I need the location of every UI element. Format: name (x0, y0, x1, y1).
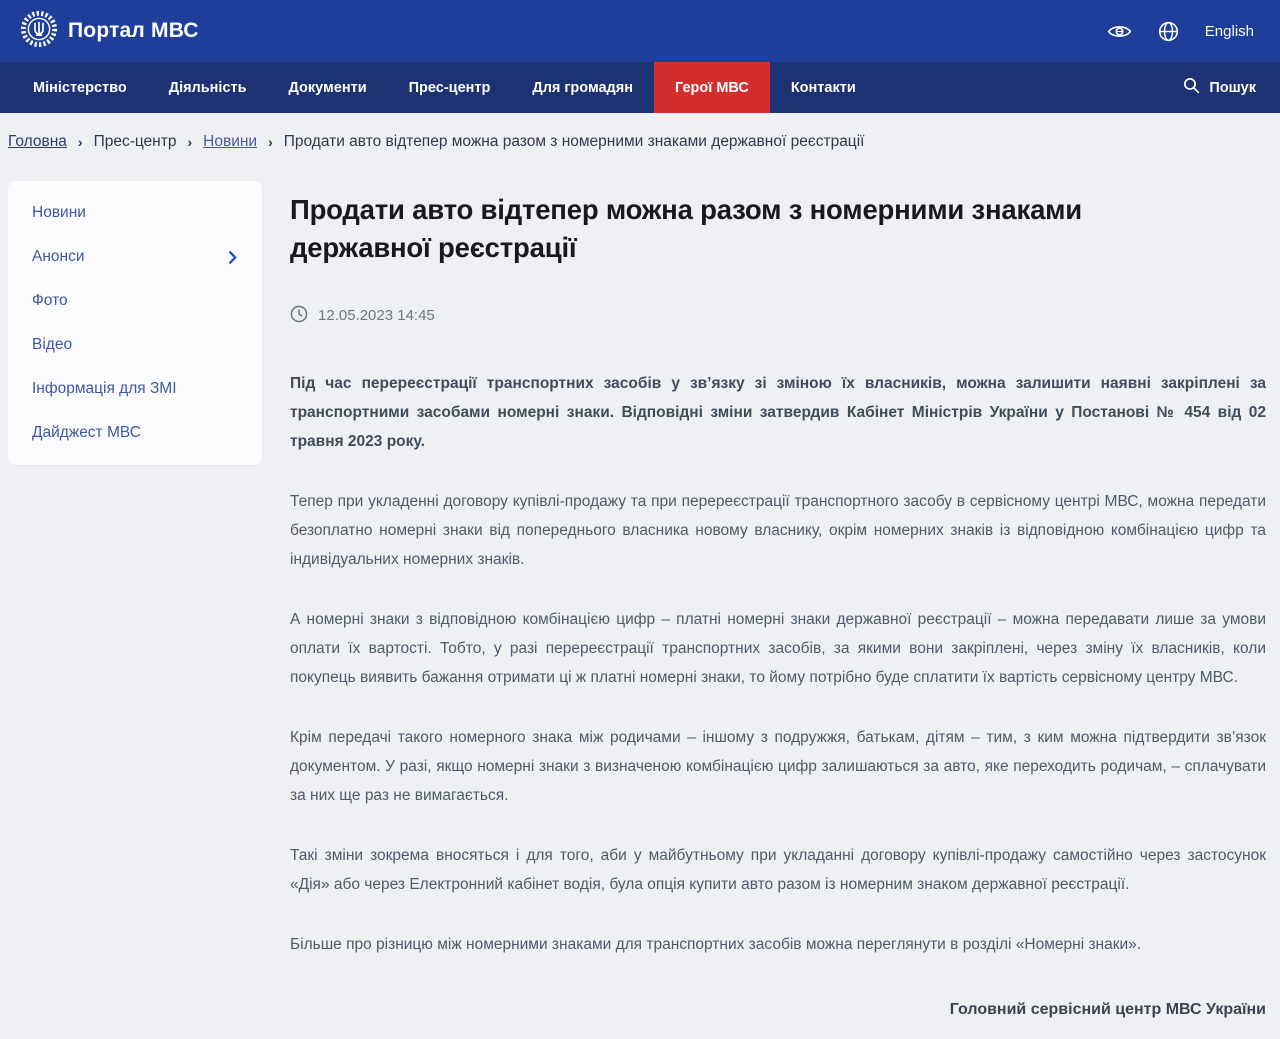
sidebar-item-photo[interactable] (8, 279, 262, 323)
sidebar-item-label: Анонси (32, 248, 85, 265)
sidebar-item-announcements[interactable] (8, 235, 262, 279)
clock-icon (290, 305, 308, 327)
breadcrumb-separator: › (187, 134, 193, 150)
sidebar-item-label: Фото (32, 292, 68, 309)
news-article (290, 181, 1266, 1039)
sidebar-item-video[interactable] (8, 323, 262, 367)
press-center-sidebar (8, 181, 262, 465)
sidebar-item-label: Новини (32, 204, 86, 221)
globe-icon[interactable] (1158, 21, 1179, 42)
breadcrumb-separator: › (268, 134, 273, 150)
search-icon (1183, 77, 1200, 98)
breadcrumb-home-link[interactable]: Головна (8, 133, 67, 150)
top-header (0, 0, 1280, 62)
article-lead-paragraph: Під час перереєстрації транспортних засобів у зв’язку зі зміною їх власників, можна залишити наявні закріплені за транспортними засобами номерні знаки. Відповідні зміни затвердив Кабінет Міністрів України у Постанові № 454 від 02 травня 2023 року. (290, 374, 1266, 450)
site-logo[interactable] (20, 10, 199, 53)
language-switcher[interactable]: English (1204, 22, 1254, 40)
nav-item-activity[interactable]: Діяльність (168, 79, 247, 96)
main-layout (0, 181, 1280, 1039)
article-paragraph: Такі зміни зокрема вносяться і для того, аби у майбутньому при укладанні договору купівлі-продажу самостійно через застосунок «Дія» або через Електронний кабінет водія, була опція купити авто разом із номерним знаком державної реєстрації. (290, 846, 1266, 893)
breadcrumb-press-center[interactable]: Прес-центр (93, 133, 177, 150)
breadcrumb-separator: › (77, 134, 83, 150)
nav-item-ministry[interactable]: Міністерство (33, 79, 127, 96)
nav-item-press-center[interactable]: Прес-центр (408, 79, 491, 96)
mvs-emblem-icon (20, 10, 58, 53)
sidebar-item-label: Інформація для ЗМІ (32, 380, 177, 397)
sidebar-item-label: Відео (32, 336, 73, 353)
search-label: Пошук (1209, 79, 1256, 96)
article-author: Головний сервісний центр МВС України (949, 1000, 1266, 1018)
breadcrumb (0, 113, 1280, 151)
main-navigation (0, 62, 1280, 113)
header-controls (1107, 21, 1254, 42)
site-title: Портал МВС (68, 19, 199, 42)
article-date-row (290, 305, 1266, 327)
article-paragraph: Тепер при укладенні договору купівлі-продажу та при перереєстрації транспортного засобу в сервісному центрі МВС, можна передати безоплатно номерні знаки від попереднього власника новому власнику, окрім номерних знаків із відповідною комбінацією цифр та індивідуальних номерних знаків. (290, 492, 1266, 568)
sidebar-item-media-info[interactable] (8, 367, 262, 411)
article-date: 12.05.2023 14:45 (318, 307, 435, 325)
chevron-right-icon (225, 250, 240, 265)
breadcrumb-news-link[interactable]: Новини (203, 133, 258, 150)
sidebar-item-news[interactable] (8, 191, 262, 235)
nav-item-documents[interactable]: Документи (288, 79, 367, 96)
article-paragraph: А номерні знаки з відповідною комбінацією цифр – платні номерні знаки державної реєстрації – можна передавати лише за умови оплати їх вартості. Тобто, у разі перереєстрації транспортних засобів, за якими вони закріплені, через зміну їх власників, коли покупець виявить бажання отримати ці ж платні номерні знаки, то йому потрібно буде сплатити їх вартість сервісному центру МВС. (290, 610, 1266, 686)
article-paragraph: Крім передачі такого номерного знака між родичами – іншому з подружжя, батькам, дітям – тим, з ким можна підтвердити зв’язок документом. У разі, якщо номерні знаки з визначеною комбінацією цифр залишаються за авто, яке переходить родичам, – сплачувати за них ще раз не вимагається. (290, 728, 1266, 804)
article-title: Продати авто відтепер можна разом з номерними знаками державної реєстрації (290, 194, 1083, 263)
sidebar-item-digest-mvs[interactable] (8, 411, 262, 455)
sidebar-item-label: Дайджест МВС (32, 424, 141, 441)
accessibility-eye-icon[interactable] (1107, 23, 1132, 40)
nav-item-heroes-mvs[interactable]: Герої МВС (654, 62, 770, 113)
article-paragraph: Більше про різницю між номерними знаками для транспортних засобів можна переглянути в розділі «Номерні знаки». (290, 935, 1142, 953)
nav-item-for-citizens[interactable]: Для громадян (532, 79, 633, 96)
search-button[interactable] (1173, 62, 1266, 113)
nav-item-contacts[interactable]: Контакти (790, 79, 856, 96)
breadcrumb-current-page: Продати авто відтепер можна разом з номерними знаками державної реєстрації (283, 133, 865, 150)
